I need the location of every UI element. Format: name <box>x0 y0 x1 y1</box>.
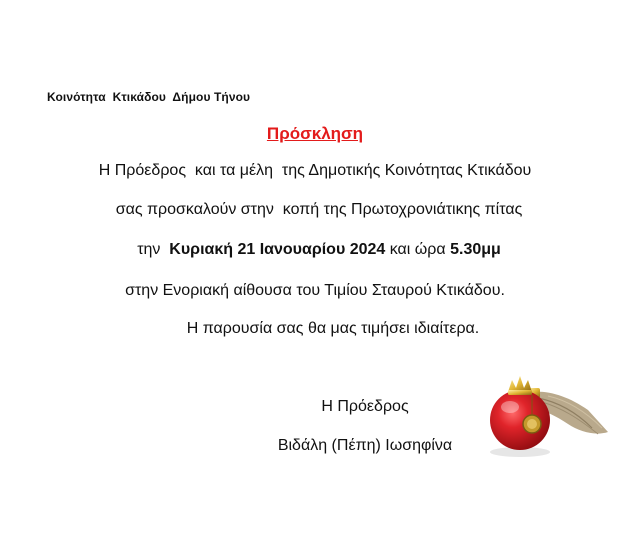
signature-name: Βιδάλη (Πέπη) Ιωσηφίνα <box>277 437 453 454</box>
line3-prefix: την <box>137 241 170 258</box>
pomegranate-icon <box>468 352 618 462</box>
invitation-line-1: Η Πρόεδρος και τα μέλη της Δημοτικής Κοινότητας Κτικάδου <box>98 162 532 179</box>
invitation-line-3 <box>0 241 630 259</box>
event-time: 5.30μμ <box>450 241 501 258</box>
invitation-line-5: Η παρουσία σας θα μας τιμήσει ιδιαίτερα. <box>186 320 480 337</box>
event-date: Κυριακή 21 Ιανουαρίου 2024 <box>169 241 386 258</box>
signature-role: Η Πρόεδρος <box>321 398 409 415</box>
invitation-title: Πρόσκληση <box>266 124 364 143</box>
invitation-line-4: στην Ενοριακή αίθουσα του Τιμίου Σταυρού Κτικάδου. <box>125 282 505 299</box>
organization-name: Κοινότητα Κτικάδου Δήμου Τήνου <box>47 90 251 104</box>
invitation-line-2: σας προσκαλούν στην κοπή της Πρωτοχρονιάτικης πίτας <box>115 201 523 218</box>
line3-mid: και ώρα <box>385 241 451 258</box>
